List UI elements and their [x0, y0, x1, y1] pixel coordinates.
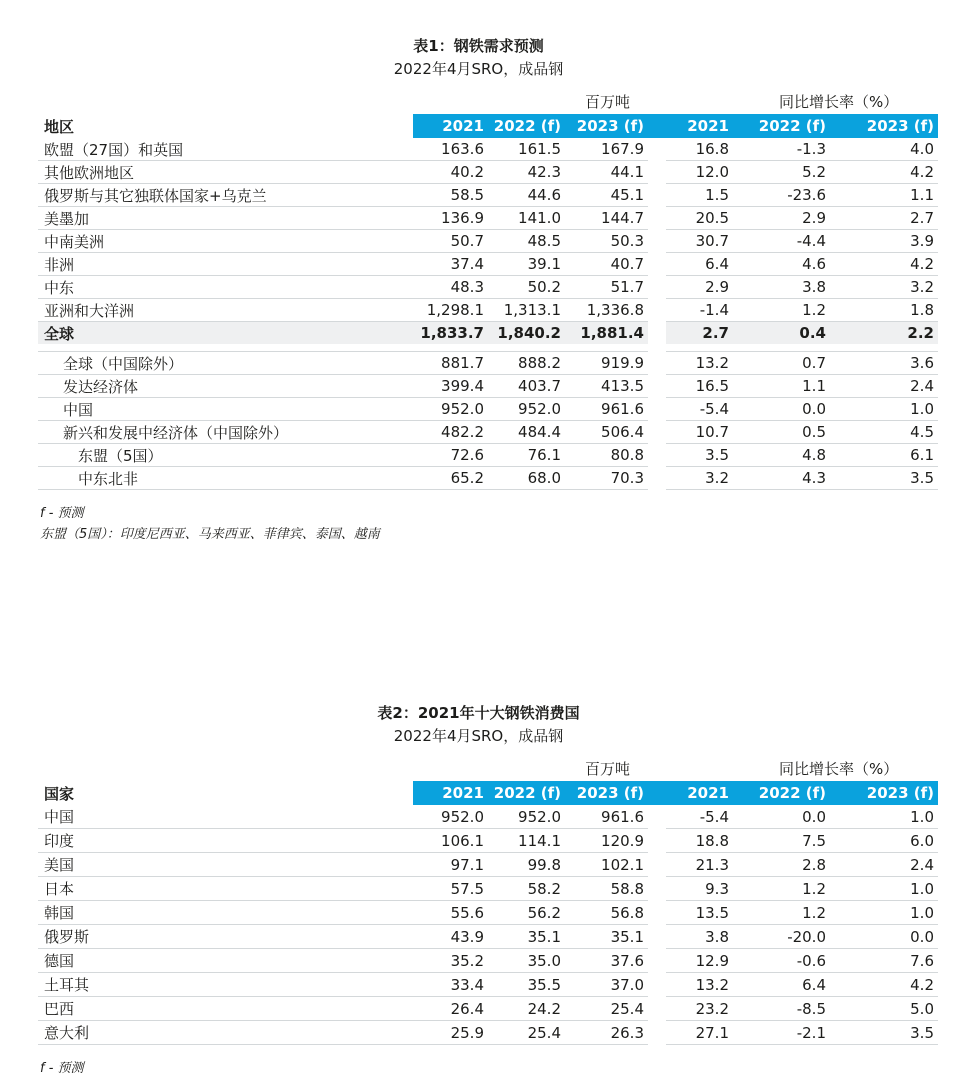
row-label: 发达经济体	[38, 375, 413, 398]
cell-value: 141.0	[488, 207, 565, 230]
steel-demand-forecast-table	[38, 114, 938, 490]
cell-value: 6.4	[733, 973, 830, 997]
table-row	[38, 299, 938, 322]
cell-value: 3.8	[666, 925, 733, 949]
cell-value: 1.2	[733, 299, 830, 322]
cell-value: 1.2	[733, 901, 830, 925]
cell-value: 952.0	[413, 398, 488, 421]
row-label: 亚洲和大洋洲	[38, 299, 413, 322]
cell-value: 35.2	[413, 949, 488, 973]
cell-value: 3.2	[666, 467, 733, 490]
row-label: 俄罗斯	[38, 925, 413, 949]
cell-value: 26.3	[565, 1021, 648, 1045]
column-gap	[648, 276, 666, 299]
cell-value: 6.4	[666, 253, 733, 276]
table-row	[38, 829, 938, 853]
table-row	[38, 467, 938, 490]
row-label: 中东	[38, 276, 413, 299]
row-label: 巴西	[38, 997, 413, 1021]
cell-value: 1,833.7	[413, 322, 488, 345]
table-row	[38, 161, 938, 184]
row-label: 韩国	[38, 901, 413, 925]
cell-value: 4.2	[830, 161, 938, 184]
row-label: 中国	[38, 805, 413, 829]
table1-column-group-labels	[38, 92, 938, 112]
row-label: 新兴和发展中经济体（中国除外）	[38, 421, 413, 444]
label-column-header: 国家	[38, 781, 413, 805]
column-gap	[648, 398, 666, 421]
cell-value: 18.8	[666, 829, 733, 853]
col-header-2021: 2021	[413, 781, 488, 805]
cell-value: 42.3	[488, 161, 565, 184]
cell-value: 3.5	[666, 444, 733, 467]
cell-value: 99.8	[488, 853, 565, 877]
row-label: 非洲	[38, 253, 413, 276]
col-header-2023f-growth: 2023 (f)	[830, 781, 938, 805]
cell-value: 1.8	[830, 299, 938, 322]
table-row	[38, 230, 938, 253]
header-row	[38, 114, 938, 138]
column-gap	[648, 973, 666, 997]
cell-value: 48.5	[488, 230, 565, 253]
cell-value: 106.1	[413, 829, 488, 853]
col-header-2022f: 2022 (f)	[488, 114, 565, 138]
table-row	[38, 352, 938, 375]
col-header-2022f-growth: 2022 (f)	[733, 781, 830, 805]
cell-value: 0.5	[733, 421, 830, 444]
cell-value: 4.6	[733, 253, 830, 276]
column-gap	[648, 184, 666, 207]
footnote-line: f - 预测	[40, 506, 84, 521]
cell-value: 1,298.1	[413, 299, 488, 322]
row-label: 俄罗斯与其它独联体国家+乌克兰	[38, 184, 413, 207]
table1-head	[38, 114, 938, 138]
cell-value: 40.7	[565, 253, 648, 276]
unit-group-label: 百万吨	[585, 760, 631, 778]
table2-subtitle: 2022年4月SRO，成品钢	[393, 727, 564, 745]
cell-value: 56.8	[565, 901, 648, 925]
cell-value: 9.3	[666, 877, 733, 901]
col-header-2021-growth: 2021	[666, 781, 733, 805]
cell-value: 40.2	[413, 161, 488, 184]
cell-value: 16.5	[666, 375, 733, 398]
column-gap	[648, 375, 666, 398]
table2-body	[38, 805, 938, 1045]
cell-value: -8.5	[733, 997, 830, 1021]
row-label: 其他欧洲地区	[38, 161, 413, 184]
cell-value: 0.0	[733, 805, 830, 829]
col-header-2023f: 2023 (f)	[565, 781, 648, 805]
cell-value: -1.3	[733, 138, 830, 161]
cell-value: 2.8	[733, 853, 830, 877]
col-header-2023f: 2023 (f)	[565, 114, 648, 138]
table-row	[38, 805, 938, 829]
cell-value: 58.5	[413, 184, 488, 207]
row-label: 东盟（5国）	[38, 444, 413, 467]
cell-value: 888.2	[488, 352, 565, 375]
table-row	[38, 253, 938, 276]
cell-value: 0.4	[733, 322, 830, 345]
cell-value: 12.9	[666, 949, 733, 973]
table-row	[38, 444, 938, 467]
cell-value: 2.7	[666, 322, 733, 345]
cell-value: 72.6	[413, 444, 488, 467]
cell-value: 25.9	[413, 1021, 488, 1045]
row-label: 意大利	[38, 1021, 413, 1045]
column-gap	[648, 877, 666, 901]
table-row	[38, 877, 938, 901]
table-row	[38, 973, 938, 997]
cell-value: 120.9	[565, 829, 648, 853]
cell-value: 21.3	[666, 853, 733, 877]
cell-value: 3.9	[830, 230, 938, 253]
column-gap	[648, 444, 666, 467]
cell-value: 506.4	[565, 421, 648, 444]
table-row	[38, 853, 938, 877]
table2-title: 表2：2021年十大钢铁消费国	[377, 704, 580, 722]
column-gap	[648, 781, 666, 805]
cell-value: 50.3	[565, 230, 648, 253]
row-label: 全球（中国除外）	[38, 352, 413, 375]
top-consumers-table	[38, 781, 938, 1045]
cell-value: 37.0	[565, 973, 648, 997]
cell-value: 39.1	[488, 253, 565, 276]
column-gap	[648, 467, 666, 490]
cell-value: 2.4	[830, 375, 938, 398]
cell-value: 25.4	[565, 997, 648, 1021]
column-gap	[648, 925, 666, 949]
cell-value: 0.0	[830, 925, 938, 949]
cell-value: 23.2	[666, 997, 733, 1021]
cell-value: 44.1	[565, 161, 648, 184]
cell-value: 1.5	[666, 184, 733, 207]
cell-value: 919.9	[565, 352, 648, 375]
cell-value: 403.7	[488, 375, 565, 398]
cell-value: 4.8	[733, 444, 830, 467]
cell-value: -1.4	[666, 299, 733, 322]
cell-value: 3.2	[830, 276, 938, 299]
table-row	[38, 375, 938, 398]
row-label: 全球	[38, 322, 413, 345]
table-row	[38, 421, 938, 444]
column-gap	[648, 1021, 666, 1045]
cell-value: -5.4	[666, 398, 733, 421]
cell-value: 20.5	[666, 207, 733, 230]
cell-value: 57.5	[413, 877, 488, 901]
cell-value: 102.1	[565, 853, 648, 877]
growth-group-label: 同比增长率（%）	[779, 93, 899, 111]
column-gap	[648, 352, 666, 375]
table-row	[38, 398, 938, 421]
table-row	[38, 207, 938, 230]
cell-value: 2.7	[830, 207, 938, 230]
table1-subtitle: 2022年4月SRO，成品钢	[393, 60, 564, 78]
col-header-2022f: 2022 (f)	[488, 781, 565, 805]
cell-value: 5.0	[830, 997, 938, 1021]
cell-value: -23.6	[733, 184, 830, 207]
table2-column-group-labels	[38, 759, 938, 779]
cell-value: 4.2	[830, 253, 938, 276]
spacer-cell	[38, 344, 648, 352]
cell-value: 37.4	[413, 253, 488, 276]
cell-value: 35.1	[565, 925, 648, 949]
cell-value: 136.9	[413, 207, 488, 230]
cell-value: 1.2	[733, 877, 830, 901]
cell-value: 44.6	[488, 184, 565, 207]
cell-value: 35.5	[488, 973, 565, 997]
column-gap	[648, 901, 666, 925]
cell-value: 3.8	[733, 276, 830, 299]
cell-value: 161.5	[488, 138, 565, 161]
cell-value: -2.1	[733, 1021, 830, 1045]
table1-body	[38, 138, 938, 490]
label-column-header: 地区	[38, 114, 413, 138]
cell-value: 1,881.4	[565, 322, 648, 345]
row-label: 美墨加	[38, 207, 413, 230]
row-label: 日本	[38, 877, 413, 901]
cell-value: 1.0	[830, 877, 938, 901]
column-gap	[648, 829, 666, 853]
cell-value: 413.5	[565, 375, 648, 398]
table-row	[38, 138, 938, 161]
cell-value: 4.5	[830, 421, 938, 444]
row-label: 土耳其	[38, 973, 413, 997]
table1-title: 表1：钢铁需求预测	[413, 37, 544, 55]
cell-value: 7.5	[733, 829, 830, 853]
row-label: 欧盟（27国）和英国	[38, 138, 413, 161]
cell-value: 4.3	[733, 467, 830, 490]
cell-value: 50.7	[413, 230, 488, 253]
col-header-2023f-growth: 2023 (f)	[830, 114, 938, 138]
column-gap	[648, 207, 666, 230]
cell-value: 961.6	[565, 805, 648, 829]
table-row	[38, 1021, 938, 1045]
col-header-2022f-growth: 2022 (f)	[733, 114, 830, 138]
column-gap	[648, 253, 666, 276]
cell-value: 68.0	[488, 467, 565, 490]
cell-value: 76.1	[488, 444, 565, 467]
column-gap	[648, 949, 666, 973]
cell-value: 1,336.8	[565, 299, 648, 322]
cell-value: 45.1	[565, 184, 648, 207]
column-gap	[648, 997, 666, 1021]
column-gap	[648, 853, 666, 877]
row-label: 中东北非	[38, 467, 413, 490]
header-row	[38, 781, 938, 805]
cell-value: 43.9	[413, 925, 488, 949]
cell-value: 5.2	[733, 161, 830, 184]
cell-value: 56.2	[488, 901, 565, 925]
cell-value: 1.0	[830, 901, 938, 925]
cell-value: 881.7	[413, 352, 488, 375]
table-row	[38, 184, 938, 207]
row-label: 印度	[38, 829, 413, 853]
cell-value: 2.9	[733, 207, 830, 230]
cell-value: 2.2	[830, 322, 938, 345]
cell-value: 2.4	[830, 853, 938, 877]
cell-value: 58.2	[488, 877, 565, 901]
cell-value: 50.2	[488, 276, 565, 299]
column-gap	[648, 322, 666, 345]
column-gap	[648, 805, 666, 829]
col-header-2021: 2021	[413, 114, 488, 138]
cell-value: 163.6	[413, 138, 488, 161]
cell-value: 961.6	[565, 398, 648, 421]
cell-value: -5.4	[666, 805, 733, 829]
cell-value: 399.4	[413, 375, 488, 398]
cell-value: 37.6	[565, 949, 648, 973]
cell-value: 1,313.1	[488, 299, 565, 322]
cell-value: 13.2	[666, 352, 733, 375]
cell-value: 25.4	[488, 1021, 565, 1045]
table2-section	[0, 703, 957, 1079]
cell-value: 80.8	[565, 444, 648, 467]
table2-footnotes	[40, 1058, 957, 1079]
cell-value: 12.0	[666, 161, 733, 184]
cell-value: 144.7	[565, 207, 648, 230]
cell-value: 4.2	[830, 973, 938, 997]
column-gap	[648, 161, 666, 184]
column-gap	[648, 299, 666, 322]
cell-value: 952.0	[488, 805, 565, 829]
col-header-2021-growth: 2021	[666, 114, 733, 138]
cell-value: 4.0	[830, 138, 938, 161]
row-label: 美国	[38, 853, 413, 877]
table-row	[38, 925, 938, 949]
cell-value: 952.0	[488, 398, 565, 421]
cell-value: 6.0	[830, 829, 938, 853]
cell-value: 70.3	[565, 467, 648, 490]
cell-value: 48.3	[413, 276, 488, 299]
row-label: 德国	[38, 949, 413, 973]
table-row	[38, 949, 938, 973]
cell-value: 16.8	[666, 138, 733, 161]
spacer-row	[38, 344, 938, 352]
cell-value: 35.0	[488, 949, 565, 973]
cell-value: 58.8	[565, 877, 648, 901]
cell-value: 1.0	[830, 805, 938, 829]
cell-value: 7.6	[830, 949, 938, 973]
column-gap	[648, 421, 666, 444]
spacer-cell	[648, 344, 666, 352]
cell-value: 27.1	[666, 1021, 733, 1045]
cell-value: 97.1	[413, 853, 488, 877]
cell-value: 2.9	[666, 276, 733, 299]
growth-group-label: 同比增长率（%）	[779, 760, 899, 778]
cell-value: 0.7	[733, 352, 830, 375]
cell-value: 1.1	[733, 375, 830, 398]
cell-value: 30.7	[666, 230, 733, 253]
cell-value: 26.4	[413, 997, 488, 1021]
column-gap	[648, 230, 666, 253]
row-label: 中国	[38, 398, 413, 421]
cell-value: 1.1	[830, 184, 938, 207]
row-label: 中南美洲	[38, 230, 413, 253]
cell-value: 65.2	[413, 467, 488, 490]
table-row	[38, 901, 938, 925]
cell-value: 6.1	[830, 444, 938, 467]
footnote-line: f - 预测	[40, 1061, 84, 1076]
table-row	[38, 997, 938, 1021]
cell-value: 24.2	[488, 997, 565, 1021]
cell-value: 10.7	[666, 421, 733, 444]
spacer-cell	[666, 344, 938, 352]
cell-value: 13.2	[666, 973, 733, 997]
footnote-line: 东盟（5国）：印度尼西亚、马来西亚、菲律宾、泰国、越南	[40, 527, 380, 542]
cell-value: 482.2	[413, 421, 488, 444]
cell-value: 1,840.2	[488, 322, 565, 345]
cell-value: 0.0	[733, 398, 830, 421]
table1-footnotes	[40, 503, 957, 545]
cell-value: 484.4	[488, 421, 565, 444]
column-gap	[648, 114, 666, 138]
table-row	[38, 322, 938, 345]
cell-value: 167.9	[565, 138, 648, 161]
cell-value: 55.6	[413, 901, 488, 925]
cell-value: 13.5	[666, 901, 733, 925]
cell-value: 35.1	[488, 925, 565, 949]
cell-value: 33.4	[413, 973, 488, 997]
cell-value: 3.5	[830, 1021, 938, 1045]
cell-value: -0.6	[733, 949, 830, 973]
cell-value: 114.1	[488, 829, 565, 853]
cell-value: -20.0	[733, 925, 830, 949]
table-row	[38, 276, 938, 299]
cell-value: -4.4	[733, 230, 830, 253]
cell-value: 1.0	[830, 398, 938, 421]
table2-head	[38, 781, 938, 805]
cell-value: 952.0	[413, 805, 488, 829]
column-gap	[648, 138, 666, 161]
cell-value: 3.6	[830, 352, 938, 375]
table1-section	[0, 36, 957, 545]
cell-value: 3.5	[830, 467, 938, 490]
unit-group-label: 百万吨	[585, 93, 631, 111]
cell-value: 51.7	[565, 276, 648, 299]
